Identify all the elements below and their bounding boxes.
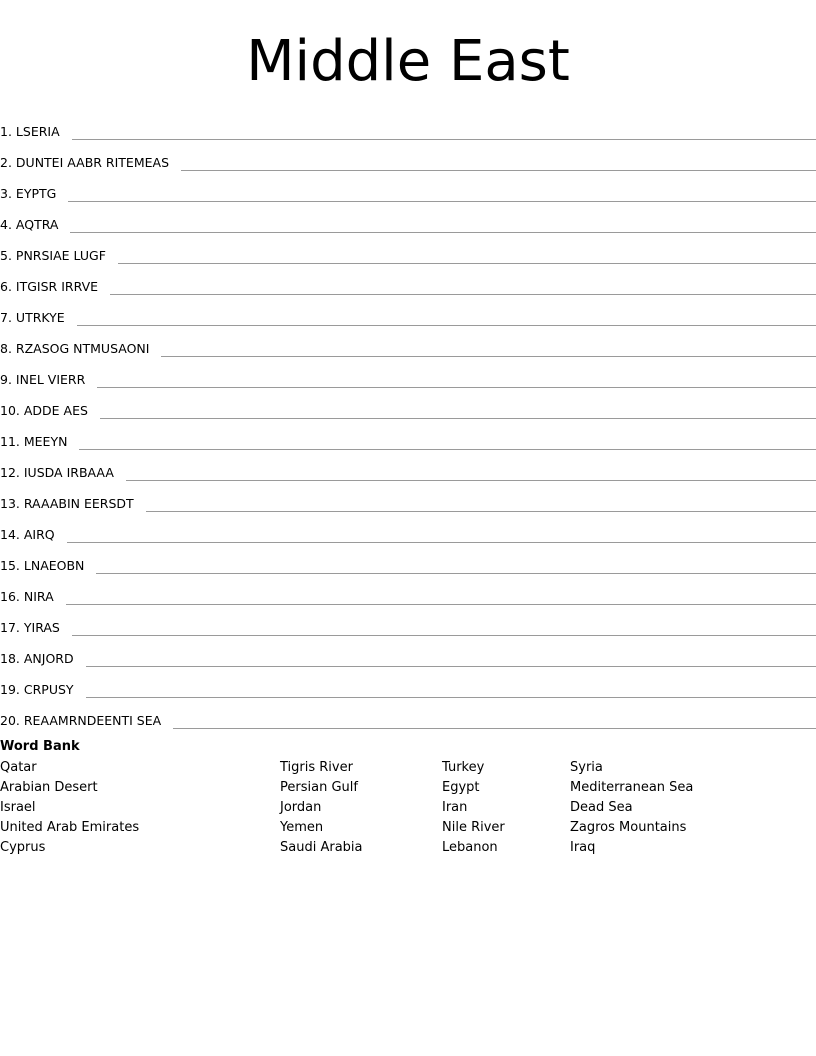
question-label (0, 216, 58, 236)
answer-line[interactable] (161, 355, 816, 357)
question-number: 18. (0, 651, 20, 666)
scrambled-word: EYPTG (15, 186, 57, 201)
word-bank-item: Persian Gulf (280, 780, 358, 795)
question-number: 5. (0, 248, 12, 263)
scrambled-word: UTRKYE (15, 310, 65, 325)
page-title: Middle East (246, 29, 570, 94)
answer-line[interactable] (67, 541, 816, 543)
word-bank-column-2 (280, 758, 363, 858)
answer-line[interactable] (146, 510, 816, 512)
answer-line[interactable] (77, 324, 816, 326)
question-row (0, 360, 816, 391)
question-label (0, 340, 149, 360)
question-row (0, 577, 816, 608)
scrambled-word: ANJORD (23, 651, 74, 666)
question-row (0, 391, 816, 422)
answer-line[interactable] (97, 386, 816, 388)
question-row (0, 174, 816, 205)
question-label (0, 278, 98, 298)
answer-line[interactable] (96, 572, 816, 574)
word-bank-item: Mediterranean Sea (570, 780, 694, 795)
question-label (0, 588, 54, 608)
scrambled-word: ITGISR IRRVE (15, 279, 99, 294)
word-bank-item: Arabian Desert (0, 780, 98, 795)
scrambled-word: AIRQ (23, 527, 55, 542)
question-label (0, 185, 56, 205)
word-bank-item: Turkey (442, 760, 485, 775)
question-number: 16. (0, 589, 20, 604)
word-bank-item: Jordan (280, 800, 322, 815)
question-row (0, 205, 816, 236)
word-bank-item: Iraq (570, 840, 596, 855)
question-number: 19. (0, 682, 20, 697)
answer-line[interactable] (110, 293, 816, 295)
word-bank-item: Syria (570, 760, 603, 775)
scrambled-word: MEEYN (23, 434, 68, 449)
scrambled-word: INEL VIERR (15, 372, 86, 387)
word-bank-item: Israel (0, 800, 36, 815)
question-row (0, 484, 816, 515)
question-label (0, 712, 161, 732)
answer-line[interactable] (181, 169, 816, 171)
question-label (0, 309, 65, 329)
question-label (0, 247, 106, 267)
question-number: 6. (0, 279, 12, 294)
answer-line[interactable] (66, 603, 816, 605)
scrambled-word: IUSDA IRBAAA (23, 465, 114, 480)
question-number: 13. (0, 496, 20, 511)
answer-line[interactable] (86, 665, 816, 667)
scrambled-word: NIRA (23, 589, 54, 604)
question-number: 17. (0, 620, 20, 635)
word-bank-item: Iran (442, 800, 468, 815)
word-bank-title: Word Bank (0, 739, 80, 754)
question-number: 9. (0, 372, 12, 387)
word-bank-item: Zagros Mountains (570, 820, 687, 835)
question-row (0, 453, 816, 484)
question-number: 15. (0, 558, 20, 573)
question-number: 3. (0, 186, 12, 201)
question-row (0, 329, 816, 360)
question-number: 12. (0, 465, 20, 480)
question-number: 11. (0, 434, 20, 449)
word-bank-column-3 (442, 758, 505, 858)
word-bank-item: Tigris River (280, 760, 353, 775)
scrambled-word: LSERIA (15, 124, 60, 139)
word-bank-item: Cyprus (0, 840, 46, 855)
question-label (0, 371, 85, 391)
question-label (0, 402, 88, 422)
question-row (0, 701, 816, 732)
question-row (0, 298, 816, 329)
question-number: 14. (0, 527, 20, 542)
question-list (0, 112, 816, 732)
question-label (0, 650, 74, 670)
word-bank-item: Nile River (442, 820, 505, 835)
question-row (0, 515, 816, 546)
question-row (0, 546, 816, 577)
question-number: 8. (0, 341, 12, 356)
scrambled-word: RAAABIN EERSDT (23, 496, 134, 511)
scrambled-word: CRPUSY (23, 682, 74, 697)
question-label (0, 495, 134, 515)
word-bank-item: Saudi Arabia (280, 840, 363, 855)
question-row (0, 639, 816, 670)
answer-line[interactable] (70, 231, 816, 233)
question-number: 10. (0, 403, 20, 418)
answer-line[interactable] (100, 417, 816, 419)
scrambled-word: LNAEOBN (23, 558, 85, 573)
word-bank-item: United Arab Emirates (0, 820, 140, 835)
scrambled-word: AQTRA (15, 217, 59, 232)
word-bank-column-1 (0, 758, 139, 858)
answer-line[interactable] (72, 634, 816, 636)
word-bank-item: Egypt (442, 780, 480, 795)
question-number: 4. (0, 217, 12, 232)
scrambled-word: PNRSIAE LUGF (15, 248, 106, 263)
question-label (0, 464, 114, 484)
question-label (0, 619, 60, 639)
question-row (0, 143, 816, 174)
question-row (0, 236, 816, 267)
question-row (0, 267, 816, 298)
answer-line[interactable] (173, 727, 816, 729)
question-label (0, 557, 84, 577)
question-row (0, 608, 816, 639)
question-row (0, 670, 816, 701)
question-label (0, 681, 74, 701)
word-bank-column-4 (570, 758, 693, 858)
question-row (0, 112, 816, 143)
question-number: 1. (0, 124, 12, 139)
question-label (0, 433, 67, 453)
word-bank-item: Lebanon (442, 840, 498, 855)
scrambled-word: RZASOG NTMUSAONI (15, 341, 150, 356)
question-label (0, 154, 169, 174)
answer-line[interactable] (68, 200, 816, 202)
word-bank-item: Yemen (280, 820, 324, 835)
scrambled-word: YIRAS (23, 620, 60, 635)
scrambled-word: REAAMRNDEENTI SEA (23, 713, 162, 728)
word-bank-item: Qatar (0, 760, 37, 775)
scrambled-word: ADDE AES (23, 403, 88, 418)
answer-line[interactable] (118, 262, 816, 264)
question-number: 20. (0, 713, 20, 728)
answer-line[interactable] (72, 138, 816, 140)
word-bank-item: Dead Sea (570, 800, 633, 815)
question-label (0, 123, 60, 143)
question-label (0, 526, 55, 546)
scrambled-word: DUNTEI AABR RITEMEAS (15, 155, 169, 170)
question-number: 2. (0, 155, 12, 170)
question-row (0, 422, 816, 453)
answer-line[interactable] (126, 479, 816, 481)
question-number: 7. (0, 310, 12, 325)
answer-line[interactable] (86, 696, 816, 698)
answer-line[interactable] (79, 448, 816, 450)
